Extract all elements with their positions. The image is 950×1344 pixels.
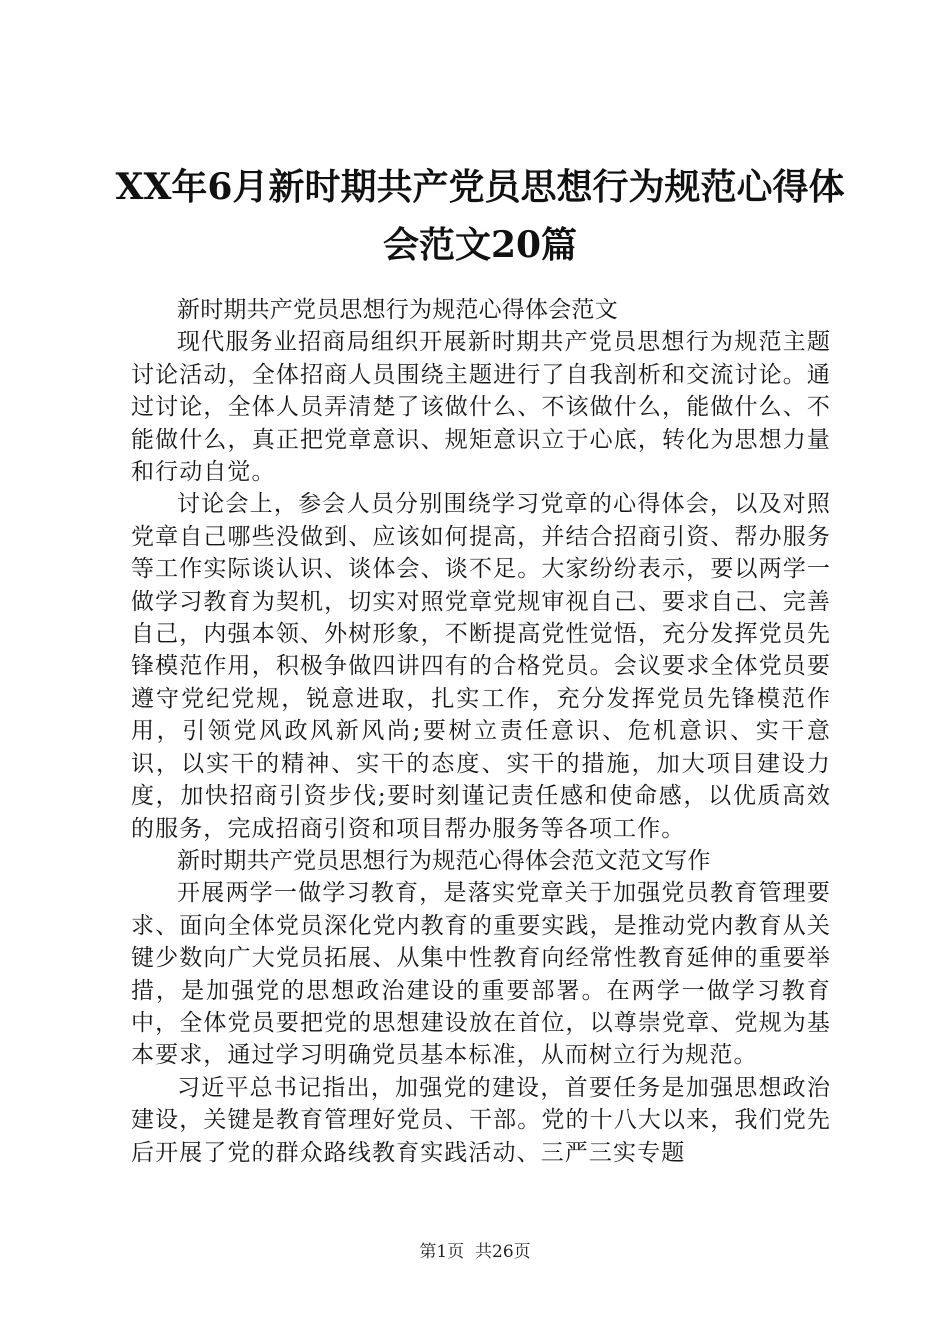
page-footer bbox=[0, 1237, 950, 1262]
body-paragraph: 讨论会上，参会人员分别围绕学习党章的心得体会，以及对照党章自己哪些没做到、应该如何提高，并结合招商引资、帮办服务等工作实际谈认识、谈体会、谈不足。大家纷纷表示，要以两学一做学习教育为契机，切实对照党章党规审视自己、要求自己、完善自己，内强本领、外树形象，不断提高党性觉悟，充分发挥党员先锋模范作用，积极争做四讲四有的合格党员。会议要求全体党员要遵守党纪党规，锐意进取，扎实工作，充分发挥党员先锋模范作用，引领党风政风新风尚;要树立责任意识、危机意识、实干意识，以实干的精神、实干的态度、实干的措施，加大项目建设力度，加快招商引资步伐;要时刻谨记责任感和使命感，以优质高效的服务，完成招商引资和项目帮办服务等各项工作。 bbox=[131, 491, 831, 842]
body-paragraph: 习近平总书记指出，加强党的建设，首要任务是加强思想政治建设，关键是教育管理好党员、干部。党的十八大以来，我们党先后开展了党的群众路线教育实践活动、三严三实专题 bbox=[131, 1074, 831, 1166]
page-number: 第1页 bbox=[419, 1242, 465, 1262]
body-paragraph: 开展两学一做学习教育，是落实党章关于加强党员教育管理要求、面向全体党员深化党内教育的重要实践，是推动党内教育从关键少数向广大党员拓展、从集中性教育向经常性教育延伸的重要举措，是加强党的思想政治建设的重要部署。在两学一做学习教育中，全体党员要把党的思想建设放在首位，以尊崇党章、党规为基本要求，通过学习明确党员基本标准，从而树立行为规范。 bbox=[131, 880, 831, 1069]
section-subheading: 新时期共产党员思想行为规范心得体会范文范文写作 bbox=[177, 847, 711, 874]
document-body bbox=[131, 294, 831, 1169]
document-title: XX年6月新时期共产党员思想行为规范心得体会范文20篇 bbox=[115, 166, 845, 266]
section-subheading: 新时期共产党员思想行为规范心得体会范文 bbox=[177, 297, 618, 323]
body-paragraph: 现代服务业招商局组织开展新时期共产党员思想行为规范主题讨论活动，全体招商人员围绕主题进行了自我剖析和交流讨论。通过讨论，全体人员弄清楚了该做什么、不该做什么，能做什么、不能做什么，真正把党章意识、规矩意识立于心底，转化为思想力量和行动自觉。 bbox=[131, 329, 831, 486]
page-total: 共26页 bbox=[475, 1242, 531, 1262]
